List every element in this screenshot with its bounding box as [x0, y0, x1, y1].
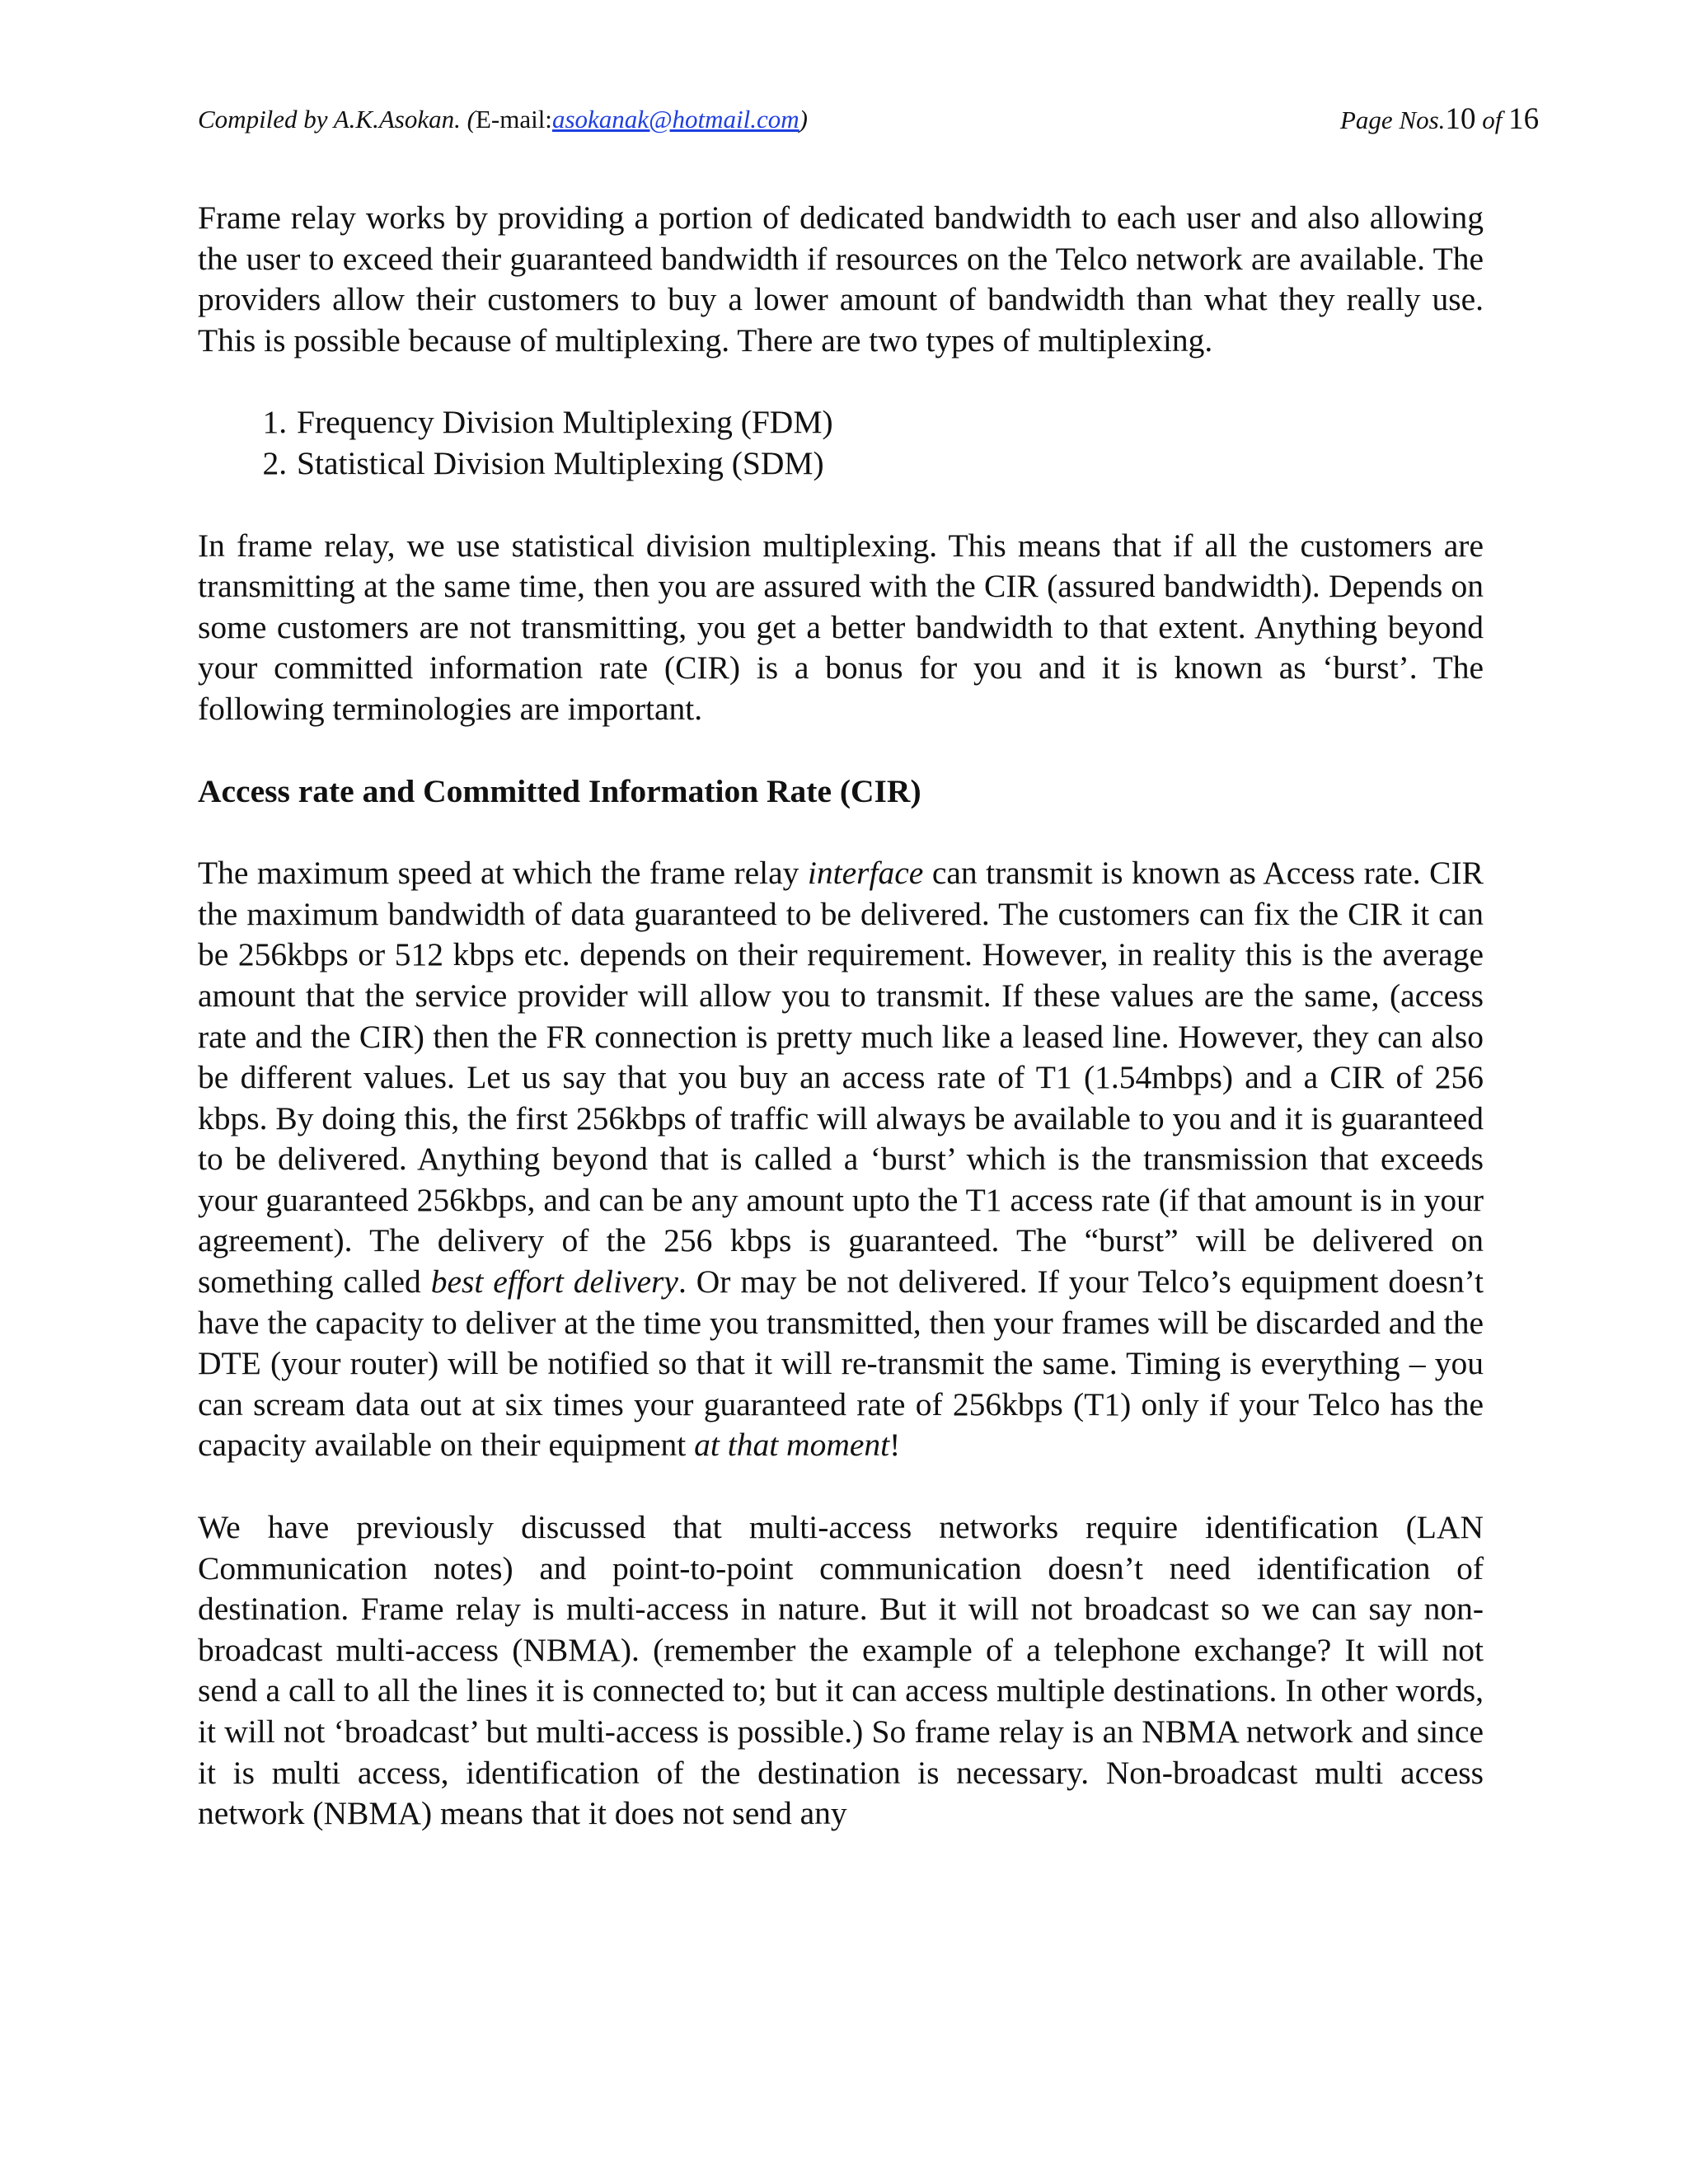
list-item: 2. Statistical Division Multiplexing (SDM) — [295, 443, 1484, 485]
nbma-paragraph: We have previously discussed that multi-access networks require identification (LAN Communication notes) and point-to-point communication doesn’t need identification of destination. Frame relay is multi-access in nature. But it will not broadcast so we can say non-broadcast multi-access (NBMA). (remember the example of a telephone exchange? It will not send a call to all the lines it is connected to; but it can access multiple destinations. In other words, it will not ‘broadcast’ but multi-access is possible.) So frame relay is an NBMA network and since it is multi access, identification of the destination is necessary. Non-broadcast multi access network (NBMA) means that it does not send any — [198, 1509, 1484, 1832]
page-number: Page Nos.10 of 16 — [1340, 102, 1540, 136]
document-body — [198, 198, 1484, 1835]
intro-paragraph: Frame relay works by providing a portion of dedicated bandwidth to each user and also allowing the user to exceed their guaranteed bandwidth if resources on the Telco network are available. The providers allow their customers to buy a lower amount of bandwidth than what they really use. This is possible because of multiplexing. There are two types of multiplexing. — [198, 199, 1484, 359]
email-label: E-mail: — [475, 105, 552, 134]
page-header — [198, 99, 1540, 140]
statistical-paragraph: In frame relay, we use statistical division multiplexing. This means that if all the customers are transmitting at the same time, then you are assured with the CIR (assured bandwidth). Depends on some customers are not transmitting, you get a better bandwidth to that extent. Anything beyond your committed information rate (CIR) is a bonus for you and it is known as ‘burst’. The following terminologies are important. — [198, 527, 1484, 727]
page-current: 10 — [1445, 102, 1476, 136]
multiplexing-list — [198, 402, 1484, 484]
section-heading: Access rate and Committed Information Rate (CIR) — [198, 772, 921, 809]
cir-paragraph: The maximum speed at which the frame relay interface can transmit is known as Access rate. CIR the maximum bandwidth of data guaranteed to be delivered. The customers can fix the CIR it can be 256kbps or 512 kbps etc. depends on their requirement. However, in reality this is the average amount that the service provider will allow you to transmit. If these values are the same, (access rate and the CIR) then the FR connection is pretty much like a leased line. However, they can also be different values. Let us say that you buy an access rate of T1 (1.54mbps) and a CIR of 256 kbps. By doing this, the first 256kbps of traffic will always be available to you and it is guaranteed to be delivered. Anything beyond that is called a ‘burst’ which is the transmission that exceeds your guaranteed 256kbps, and can be any amount upto the T1 access rate (if that amount is in your agreement). The delivery of the 256 kbps is guaranteed. The “burst” will be delivered on something called best effort delivery. Or may be not delivered. If your Telco’s equipment doesn’t have the capacity to deliver at the time you transmitted, then your frames will be discarded and the DTE (your router) will be notified so that it will re-transmit the same. Timing is everything – you can scream data out at six times your guaranteed rate of 256kbps (T1) only if your Telco has the capacity available on their equipment at that moment! — [198, 855, 1484, 1464]
compiled-by: Compiled by A.K.Asokan. (E-mail:asokanak@hotmail.com) — [198, 105, 808, 134]
list-item: 1. Frequency Division Multiplexing (FDM) — [295, 402, 1484, 443]
page-total: 16 — [1508, 102, 1540, 136]
email-link[interactable]: asokanak@hotmail.com — [551, 105, 799, 134]
